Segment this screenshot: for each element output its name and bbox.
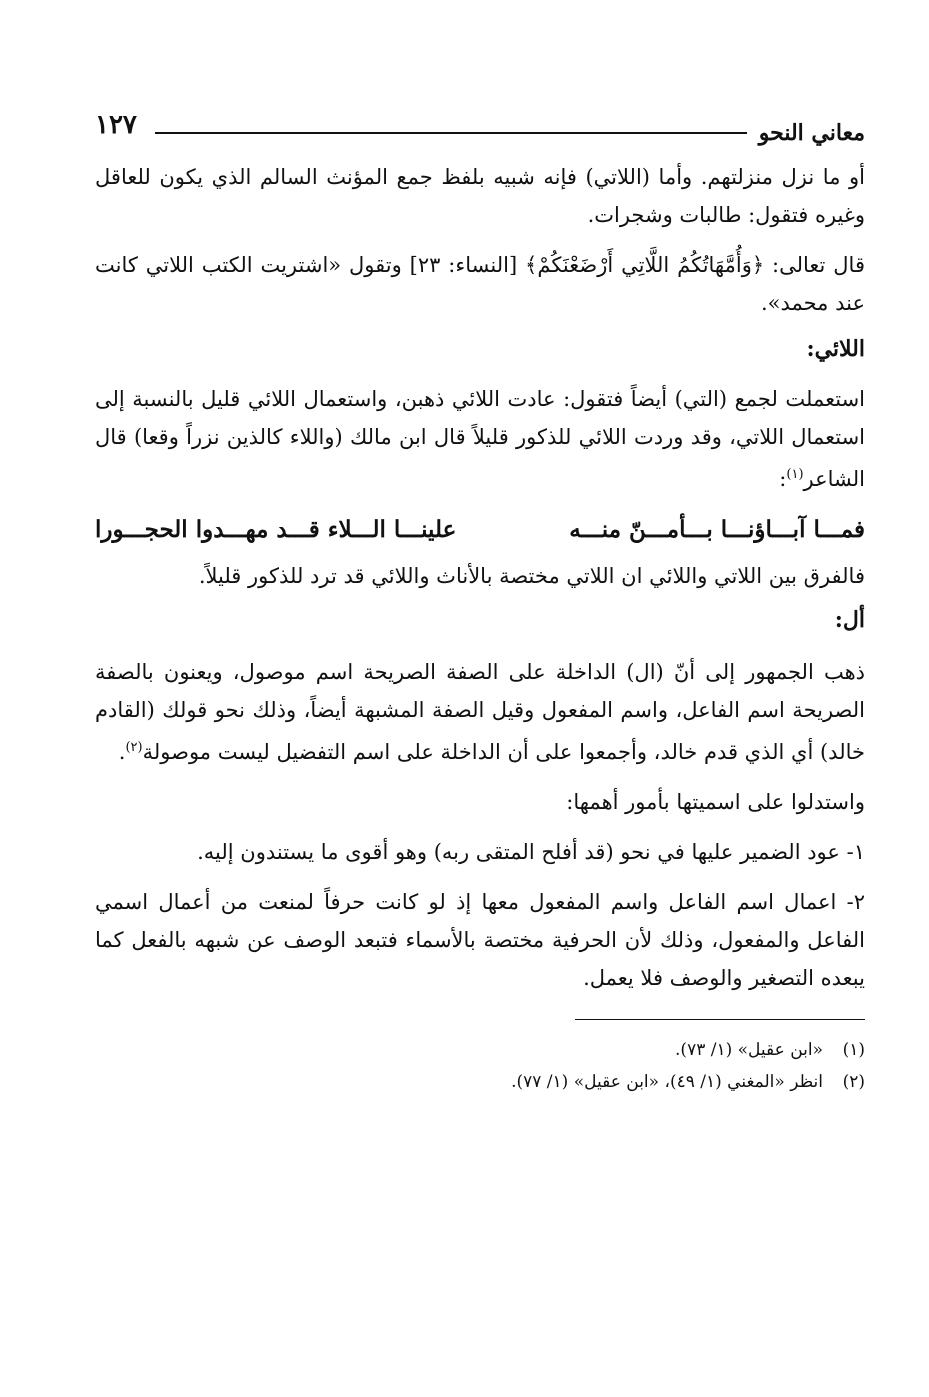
paragraph-4: فالفرق بين اللاتي واللائي ان اللاتي مختصة بالأناث واللائي قد ترد للذكور قليلاً. (198, 564, 865, 588)
paragraph-5-end: . (118, 740, 126, 764)
page-number: ١٢٧ (95, 110, 137, 140)
paragraph-3-end: : (779, 467, 787, 491)
list-item-2: ٢- اعمال اسم الفاعل واسم المفعول معها إذ لو كانت حرفاً لمنعت من أعمال اسمي الفاعل والمفعول، وذلك لأن الحرفية مختصة بالأسماء فتبعد الوصف عن شبهه بالفعل كما يبعده التصغير والوصف فلا يعمل. (95, 890, 865, 990)
footnote-text: انظر «المغني (١/ ٤٩)، «ابن عقيل» (١/ ٧٧). (511, 1072, 823, 1092)
verse-second-hemistich: علينـــا الـــلاء قـــد مهـــدوا الحجـــورا (95, 516, 457, 543)
paragraph-6: واستدلوا على اسميتها بأمور أهمها: (566, 790, 865, 814)
list-item-1: ١- عود الضمير عليها في نحو (قد أفلح المتقى ربه) وهو أقوى ما يستندون إليه. (197, 840, 865, 864)
heading-allaai: اللائي: (806, 336, 865, 362)
paragraph-3-text: استعملت لجمع (التي) أيضاً فتقول: عادت اللائي ذهبن، واستعمال اللائي قليل بالنسبة إلى استعمال اللاتي، وقد وردت اللائي للذكور قليلاً قال ابن مالك (واللاء كالذين نزراً وقعا) قال الشاعر (95, 387, 865, 491)
footnote-ref-1: (١) (786, 467, 804, 482)
footnote-separator (575, 1019, 865, 1020)
book-title: معاني النحو (758, 120, 865, 146)
verse-first-hemistich: فمـــا آبـــاؤنـــا بـــأمـــنّ منـــه (569, 516, 865, 543)
paragraph-1: أو ما نزل منزلتهم. وأما (اللاتي) فإنه شبيه بلفظ جمع المؤنث السالم الذي يكون للعاقل وغيره فتقول: طالبات وشجرات. (95, 165, 865, 227)
paragraph-5 (95, 653, 865, 771)
footnote-ref-2: (٢) (125, 740, 143, 755)
footnote-number: (١) (842, 1040, 865, 1060)
heading-al: أل: (834, 607, 865, 633)
paragraph-3 (95, 380, 865, 498)
footnote-text: «ابن عقيل» (١/ ٧٣). (675, 1040, 823, 1060)
poetry-verse (95, 516, 865, 543)
page (95, 110, 865, 1098)
paragraph-5-text: ذهب الجمهور إلى أنّ (ال) الداخلة على الصفة الصريحة اسم موصول، ويعنون بالصفة الصريحة اسم الفاعل، واسم المفعول وقيل الصفة المشبهة أيضاً، وذلك نحو قولك (القادم خالد) أي الذي قدم خالد، وأجمعوا على أن الداخلة على اسم التفضيل ليست موصولة (95, 660, 865, 764)
footnote-2 (95, 1066, 865, 1098)
footnote-1 (95, 1034, 865, 1066)
header-rule (155, 132, 747, 134)
running-header (95, 110, 865, 158)
paragraph-2: قال تعالى: ﴿وَأُمَّهَاتُكُمُ اللَّاتِي أَرْضَعْنَكُمْ﴾ [النساء: ٢٣] وتقول «اشتريت الكتب اللاتي كانت عند محمد». (95, 253, 865, 315)
footnote-number: (٢) (842, 1072, 865, 1092)
